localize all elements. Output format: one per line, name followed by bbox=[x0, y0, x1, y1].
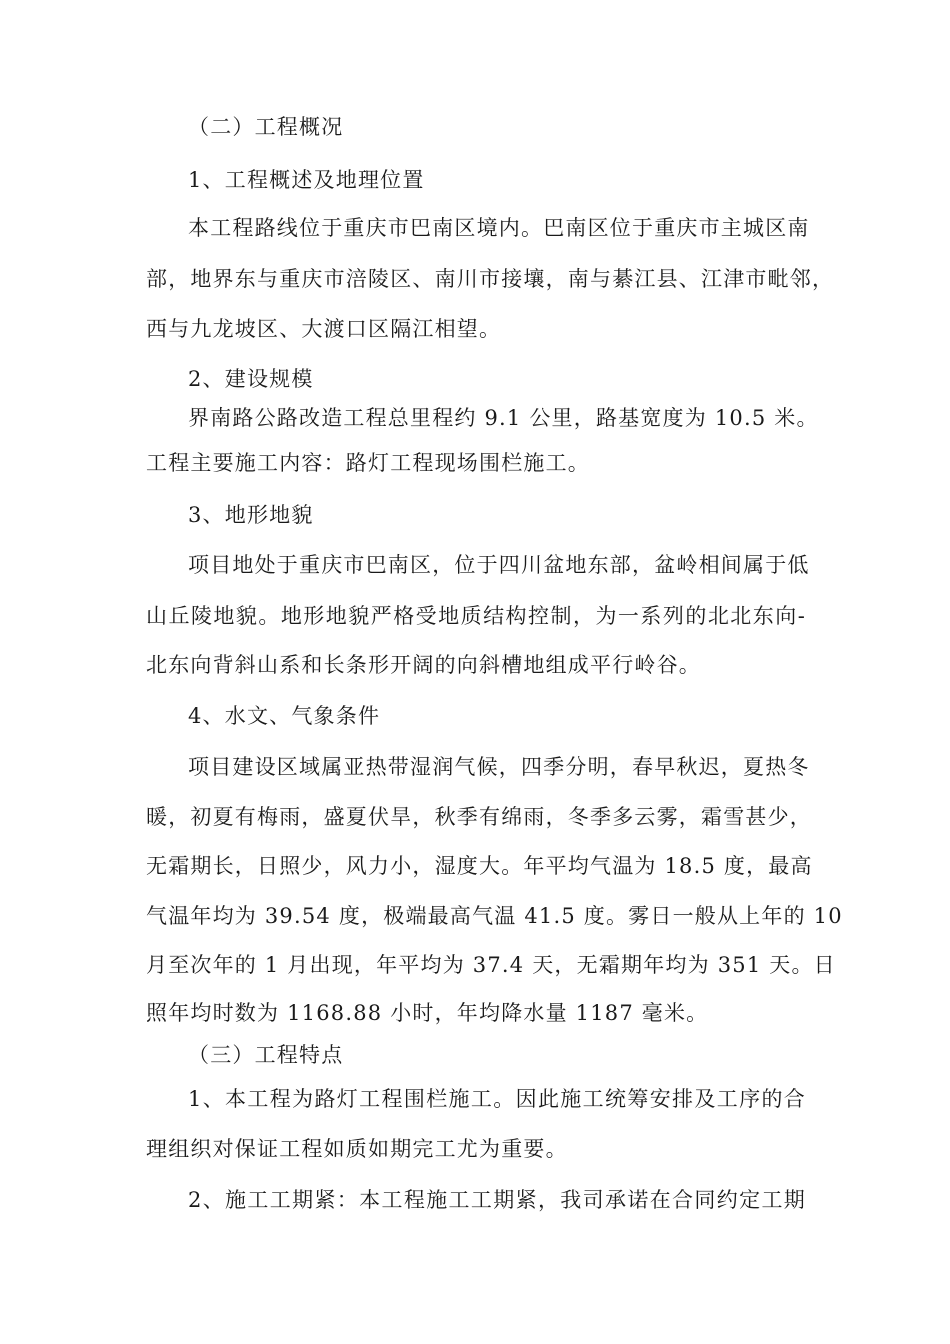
paragraph-line: 北东向背斜山系和长条形开阔的向斜槽地组成平行岭谷。 bbox=[146, 653, 701, 677]
paragraph-line: 气温年均为 39.54 度，极端最高气温 41.5 度。雾日一般从上年的 10 bbox=[146, 904, 843, 928]
item-title-scale: 2、建设规模 bbox=[188, 367, 314, 391]
paragraph-line: 部，地界东与重庆市涪陵区、南川市接壤，南与綦江县、江津市毗邻， bbox=[146, 267, 835, 291]
paragraph-line: 月至次年的 1 月出现，年平均为 37.4 天，无霜期年均为 351 天。日 bbox=[146, 953, 836, 977]
section-heading-overview: （二）工程概况 bbox=[188, 115, 344, 139]
paragraph-line: 暖，初夏有梅雨，盛夏伏旱，秋季有绵雨，冬季多云雾，霜雪甚少， bbox=[146, 805, 812, 829]
paragraph-line: 本工程路线位于重庆市巴南区境内。巴南区位于重庆市主城区南 bbox=[188, 216, 810, 240]
paragraph-line: 2、施工工期紧：本工程施工工期紧，我司承诺在合同约定工期 bbox=[188, 1188, 806, 1212]
paragraph-line: 无霜期长，日照少，风力小，湿度大。年平均气温为 18.5 度，最高 bbox=[146, 854, 813, 878]
paragraph-line: 项目地处于重庆市巴南区，位于四川盆地东部，盆岭相间属于低 bbox=[188, 553, 810, 577]
section-heading-features: （三）工程特点 bbox=[188, 1043, 344, 1067]
paragraph-line: 界南路公路改造工程总里程约 9.1 公里，路基宽度为 10.5 米。 bbox=[188, 406, 819, 430]
item-title-terrain: 3、地形地貌 bbox=[188, 503, 314, 527]
paragraph-line: 项目建设区域属亚热带湿润气候，四季分明，春早秋迟，夏热冬 bbox=[188, 755, 810, 779]
paragraph-line: 西与九龙坡区、大渡口区隔江相望。 bbox=[146, 317, 502, 341]
paragraph-line: 山丘陵地貌。地形地貌严格受地质结构控制，为一系列的北北东向- bbox=[146, 604, 806, 628]
paragraph-line: 1、本工程为路灯工程围栏施工。因此施工统筹安排及工序的合 bbox=[188, 1087, 806, 1111]
paragraph-line: 工程主要施工内容：路灯工程现场围栏施工。 bbox=[146, 451, 590, 475]
paragraph-line: 照年均时数为 1168.88 小时，年均降水量 1187 毫米。 bbox=[146, 1001, 709, 1025]
paragraph-line: 理组织对保证工程如质如期完工尤为重要。 bbox=[146, 1137, 568, 1161]
item-title-climate: 4、水文、气象条件 bbox=[188, 704, 381, 728]
item-title-location: 1、工程概述及地理位置 bbox=[188, 168, 425, 192]
